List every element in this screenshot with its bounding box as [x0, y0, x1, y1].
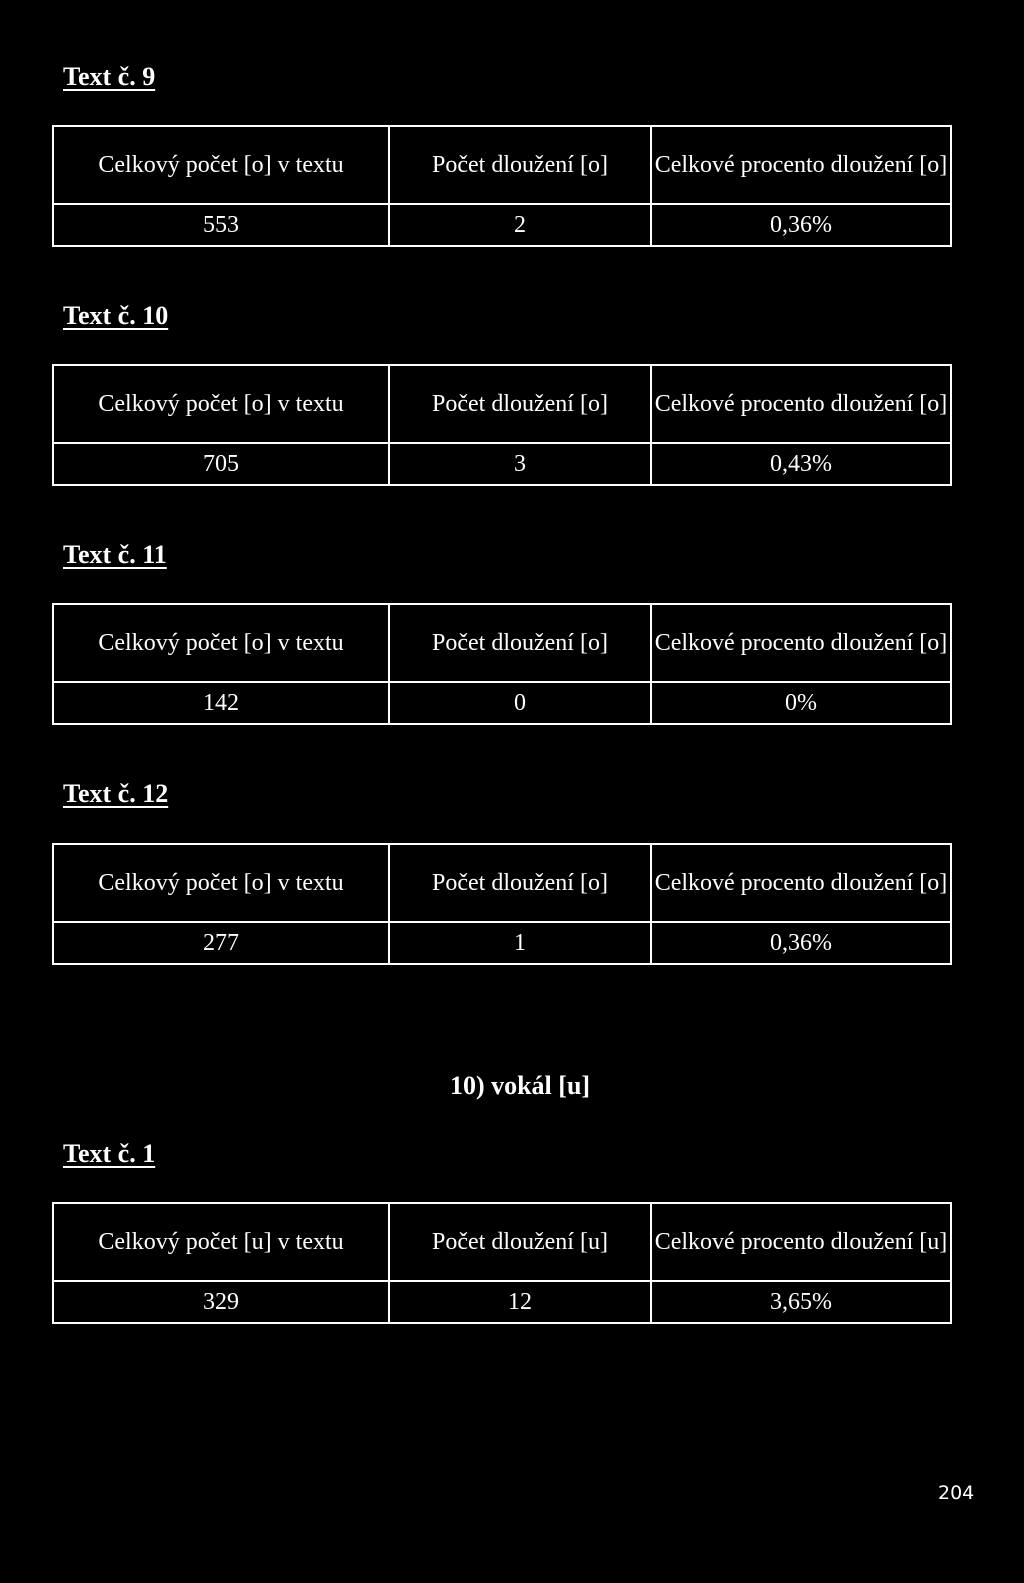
header-total-count: Celkový počet [o] v textu	[53, 604, 389, 682]
section-heading: Text č. 11	[63, 540, 167, 569]
table-header-row	[53, 1203, 951, 1281]
stats-table	[52, 364, 952, 486]
value-lengthening-count: 0	[389, 682, 651, 724]
value-lengthening-percent: 3,65%	[651, 1281, 951, 1323]
stats-table	[52, 1202, 952, 1324]
header-total-count: Celkový počet [o] v textu	[53, 844, 389, 922]
value-total-count: 142	[53, 682, 389, 724]
value-lengthening-count: 1	[389, 922, 651, 964]
header-lengthening-percent: Celkové procento dloužení [o]	[651, 844, 951, 922]
header-lengthening-count: Počet dloužení [u]	[389, 1203, 651, 1281]
header-total-count: Celkový počet [o] v textu	[53, 365, 389, 443]
stats-table	[52, 125, 952, 247]
table-header-row	[53, 126, 951, 204]
table-row	[53, 443, 951, 485]
header-lengthening-percent: Celkové procento dloužení [o]	[651, 365, 951, 443]
section-heading: Text č. 10	[63, 301, 169, 330]
value-total-count: 277	[53, 922, 389, 964]
value-total-count: 329	[53, 1281, 389, 1323]
header-total-count: Celkový počet [o] v textu	[53, 126, 389, 204]
table-row	[53, 204, 951, 246]
header-lengthening-percent: Celkové procento dloužení [u]	[651, 1203, 951, 1281]
table-header-row	[53, 365, 951, 443]
value-lengthening-percent: 0,36%	[651, 204, 951, 246]
value-lengthening-count: 12	[389, 1281, 651, 1323]
header-lengthening-count: Počet dloužení [o]	[389, 365, 651, 443]
value-total-count: 705	[53, 443, 389, 485]
header-total-count: Celkový počet [u] v textu	[53, 1203, 389, 1281]
header-lengthening-count: Počet dloužení [o]	[389, 844, 651, 922]
table-row	[53, 1281, 951, 1323]
table-row	[53, 682, 951, 724]
section-heading: Text č. 1	[63, 1139, 156, 1168]
header-lengthening-count: Počet dloužení [o]	[389, 126, 651, 204]
stats-table	[52, 843, 952, 965]
value-lengthening-count: 3	[389, 443, 651, 485]
header-lengthening-percent: Celkové procento dloužení [o]	[651, 604, 951, 682]
value-total-count: 553	[53, 204, 389, 246]
vowel-heading: 10) vokál [u]	[449, 1071, 591, 1100]
table-header-row	[53, 604, 951, 682]
header-lengthening-count: Počet dloužení [o]	[389, 604, 651, 682]
header-lengthening-percent: Celkové procento dloužení [o]	[651, 126, 951, 204]
table-header-row	[53, 844, 951, 922]
value-lengthening-percent: 0,43%	[651, 443, 951, 485]
table-row	[53, 922, 951, 964]
value-lengthening-percent: 0,36%	[651, 922, 951, 964]
section-heading: Text č. 12	[63, 779, 169, 808]
section-heading: Text č. 9	[63, 62, 156, 91]
value-lengthening-percent: 0%	[651, 682, 951, 724]
stats-table	[52, 603, 952, 725]
page-number: 204	[938, 1482, 975, 1504]
value-lengthening-count: 2	[389, 204, 651, 246]
